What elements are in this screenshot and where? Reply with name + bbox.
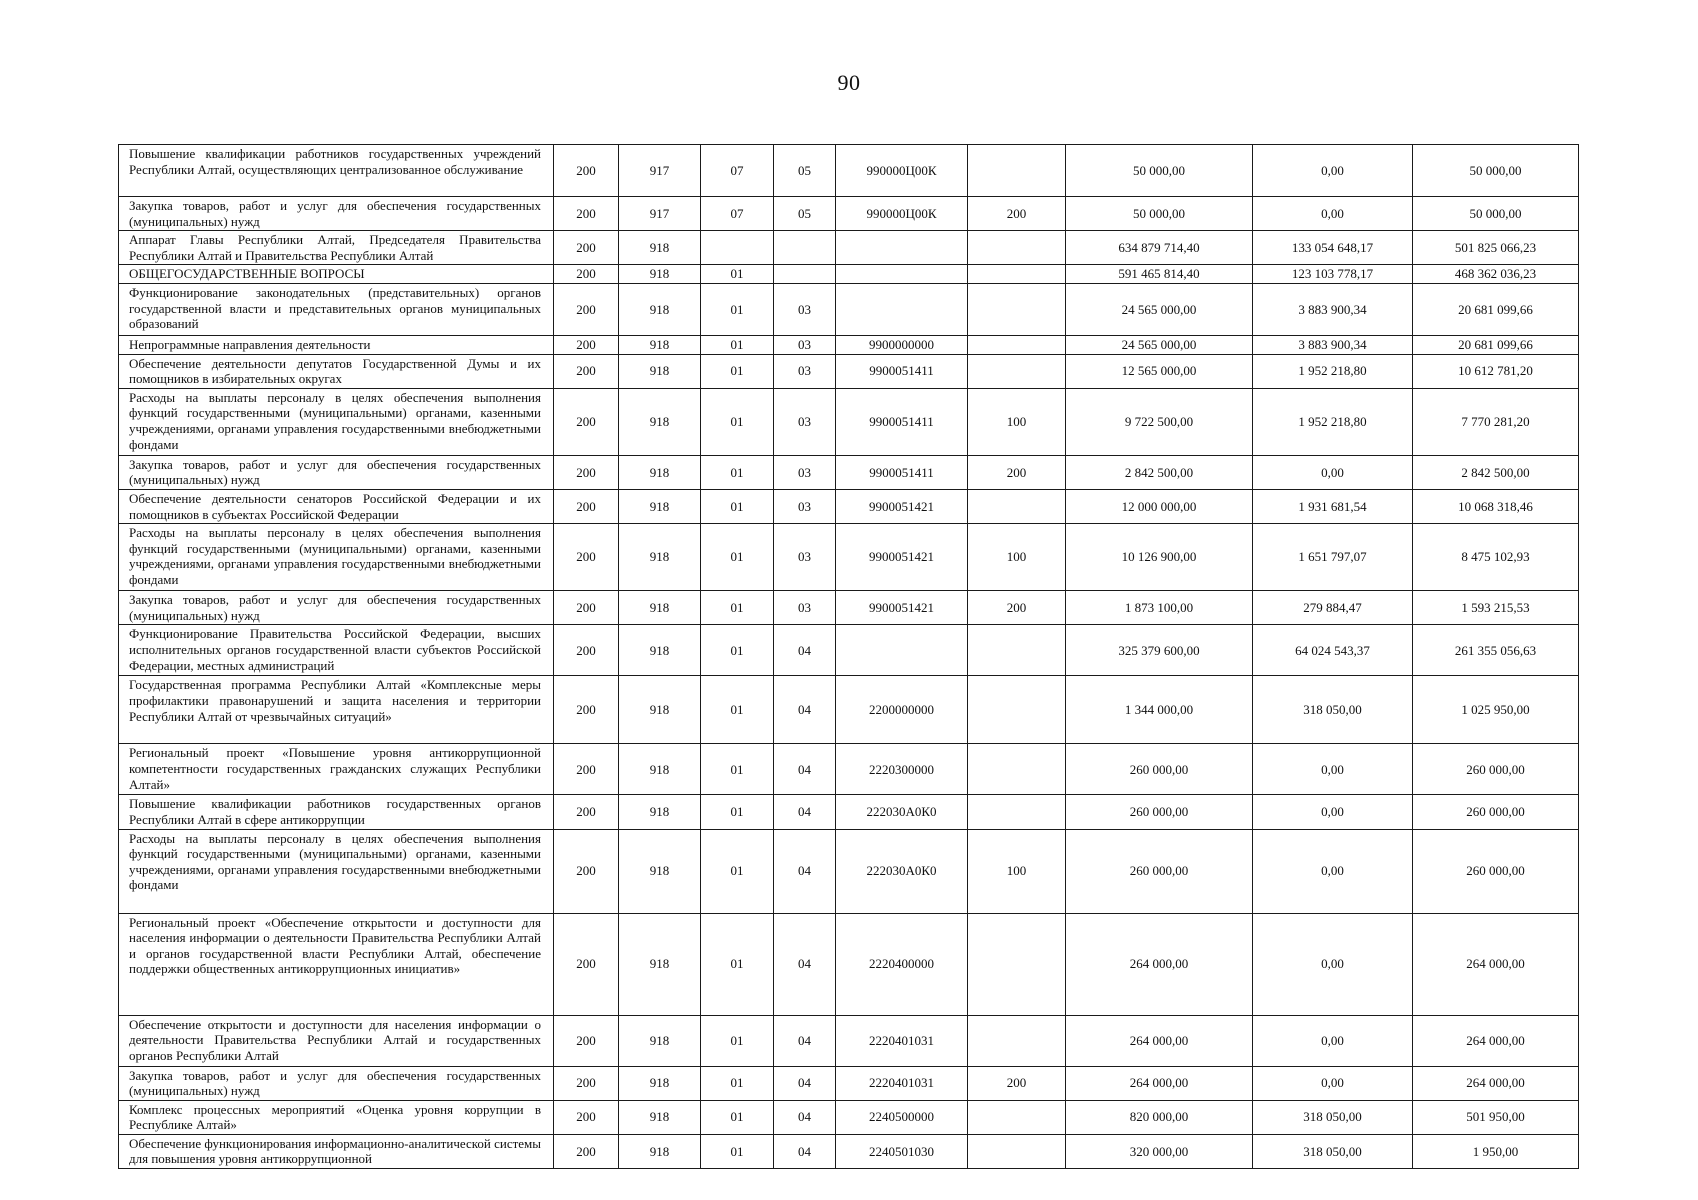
planned-amount-cell: 634 879 714,40 (1066, 231, 1253, 265)
csr-code-cell: 2220401031 (836, 1066, 968, 1100)
vr-code-cell (968, 913, 1066, 1015)
vr-code-cell: 200 (968, 197, 1066, 231)
csr-code-cell: 2240500000 (836, 1100, 968, 1134)
planned-amount-cell: 1 344 000,00 (1066, 676, 1253, 744)
planned-amount-cell: 260 000,00 (1066, 744, 1253, 795)
executed-amount-cell: 0,00 (1253, 829, 1413, 913)
csr-code-cell: 9900051421 (836, 524, 968, 591)
pr-code-cell: 04 (774, 1134, 836, 1168)
vr-code-cell: 200 (968, 455, 1066, 489)
ved-code-cell: 917 (619, 197, 701, 231)
remaining-amount-cell: 1 950,00 (1413, 1134, 1579, 1168)
rz-code-cell: 01 (701, 591, 774, 625)
expense-name-cell: Функционирование Правительства Российской Федерации, высших исполнительных органов государственной власти субъектов Российской Федерации, местных администраций (119, 625, 554, 676)
expense-name-cell: Региональный проект «Обеспечение открытости и доступности для населения информации о деятельности Правительства Республики Алтай и органов государственной власти Республики Алтай, обеспечение поддержки общественных антикоррупционных инициатив» (119, 913, 554, 1015)
executed-amount-cell: 1 651 797,07 (1253, 524, 1413, 591)
rz-code-cell: 01 (701, 913, 774, 1015)
gr-code-cell: 200 (554, 829, 619, 913)
gr-code-cell: 200 (554, 744, 619, 795)
expense-name-cell: ОБЩЕГОСУДАРСТВЕННЫЕ ВОПРОСЫ (119, 265, 554, 284)
pr-code-cell: 03 (774, 455, 836, 489)
remaining-amount-cell: 264 000,00 (1413, 1015, 1579, 1066)
expense-name-cell: Расходы на выплаты персоналу в целях обеспечения выполнения функций государственными (муниципальными) органами, казенными учреждениями, органами управления государственными внебюджетными фондами (119, 388, 554, 455)
gr-code-cell: 200 (554, 489, 619, 523)
gr-code-cell: 200 (554, 354, 619, 388)
executed-amount-cell: 0,00 (1253, 455, 1413, 489)
ved-code-cell: 918 (619, 265, 701, 284)
planned-amount-cell: 591 465 814,40 (1066, 265, 1253, 284)
remaining-amount-cell: 264 000,00 (1413, 1066, 1579, 1100)
remaining-amount-cell: 264 000,00 (1413, 913, 1579, 1015)
vr-code-cell (968, 625, 1066, 676)
gr-code-cell: 200 (554, 591, 619, 625)
executed-amount-cell: 3 883 900,34 (1253, 283, 1413, 335)
remaining-amount-cell: 260 000,00 (1413, 795, 1579, 829)
executed-amount-cell: 0,00 (1253, 197, 1413, 231)
planned-amount-cell: 9 722 500,00 (1066, 388, 1253, 455)
expense-name-cell: Государственная программа Республики Алтай «Комплексные меры профилактики правонарушений и защита населения и территории Республики Алтай от чрезвычайных ситуаций» (119, 676, 554, 744)
expense-name-cell: Обеспечение деятельности сенаторов Российской Федерации и их помощников в субъектах Российской Федерации (119, 489, 554, 523)
pr-code-cell: 03 (774, 388, 836, 455)
remaining-amount-cell: 1 593 215,53 (1413, 591, 1579, 625)
ved-code-cell: 918 (619, 335, 701, 354)
vr-code-cell (968, 1134, 1066, 1168)
ved-code-cell: 918 (619, 744, 701, 795)
vr-code-cell: 100 (968, 388, 1066, 455)
ved-code-cell: 918 (619, 489, 701, 523)
table-row (119, 197, 1579, 231)
csr-code-cell: 9900051411 (836, 354, 968, 388)
ved-code-cell: 917 (619, 145, 701, 197)
planned-amount-cell: 24 565 000,00 (1066, 335, 1253, 354)
vr-code-cell (968, 1100, 1066, 1134)
pr-code-cell: 04 (774, 829, 836, 913)
rz-code-cell: 01 (701, 795, 774, 829)
rz-code-cell: 01 (701, 388, 774, 455)
gr-code-cell: 200 (554, 1015, 619, 1066)
ved-code-cell: 918 (619, 455, 701, 489)
planned-amount-cell: 50 000,00 (1066, 197, 1253, 231)
executed-amount-cell: 0,00 (1253, 795, 1413, 829)
planned-amount-cell: 264 000,00 (1066, 1066, 1253, 1100)
table-row (119, 354, 1579, 388)
executed-amount-cell: 133 054 648,17 (1253, 231, 1413, 265)
planned-amount-cell: 1 873 100,00 (1066, 591, 1253, 625)
pr-code-cell: 04 (774, 1066, 836, 1100)
pr-code-cell: 03 (774, 524, 836, 591)
executed-amount-cell: 3 883 900,34 (1253, 335, 1413, 354)
table-row (119, 1015, 1579, 1066)
gr-code-cell: 200 (554, 335, 619, 354)
vr-code-cell: 100 (968, 829, 1066, 913)
expense-name-cell: Обеспечение функционирования информационно-аналитической системы для повышения уровня антикоррупционной (119, 1134, 554, 1168)
csr-code-cell: 222030А0К0 (836, 795, 968, 829)
vr-code-cell (968, 354, 1066, 388)
table-row (119, 913, 1579, 1015)
expense-name-cell: Закупка товаров, работ и услуг для обеспечения государственных (муниципальных) нужд (119, 197, 554, 231)
rz-code-cell: 01 (701, 625, 774, 676)
vr-code-cell (968, 265, 1066, 284)
expense-name-cell: Закупка товаров, работ и услуг для обеспечения государственных (муниципальных) нужд (119, 455, 554, 489)
remaining-amount-cell: 1 025 950,00 (1413, 676, 1579, 744)
executed-amount-cell: 64 024 543,37 (1253, 625, 1413, 676)
csr-code-cell: 222030А0К0 (836, 829, 968, 913)
csr-code-cell (836, 265, 968, 284)
planned-amount-cell: 264 000,00 (1066, 1015, 1253, 1066)
table-row (119, 795, 1579, 829)
executed-amount-cell: 123 103 778,17 (1253, 265, 1413, 284)
table-row (119, 145, 1579, 197)
planned-amount-cell: 260 000,00 (1066, 795, 1253, 829)
csr-code-cell: 990000Ц00К (836, 145, 968, 197)
ved-code-cell: 918 (619, 283, 701, 335)
gr-code-cell: 200 (554, 676, 619, 744)
expense-name-cell: Обеспечение деятельности депутатов Государственной Думы и их помощников в избирательных округах (119, 354, 554, 388)
expense-name-cell: Расходы на выплаты персоналу в целях обеспечения выполнения функций государственными (муниципальными) органами, казенными учреждениями, органами управления государственными внебюджетными фондами (119, 524, 554, 591)
table-row (119, 265, 1579, 284)
rz-code-cell: 01 (701, 265, 774, 284)
vr-code-cell (968, 676, 1066, 744)
vr-code-cell (968, 231, 1066, 265)
ved-code-cell: 918 (619, 1134, 701, 1168)
executed-amount-cell: 0,00 (1253, 913, 1413, 1015)
table-row (119, 591, 1579, 625)
table-row (119, 1134, 1579, 1168)
rz-code-cell: 01 (701, 354, 774, 388)
gr-code-cell: 200 (554, 1066, 619, 1100)
csr-code-cell: 2220400000 (836, 913, 968, 1015)
remaining-amount-cell: 20 681 099,66 (1413, 283, 1579, 335)
remaining-amount-cell: 501 825 066,23 (1413, 231, 1579, 265)
vr-code-cell (968, 744, 1066, 795)
remaining-amount-cell: 2 842 500,00 (1413, 455, 1579, 489)
planned-amount-cell: 10 126 900,00 (1066, 524, 1253, 591)
vr-code-cell (968, 489, 1066, 523)
gr-code-cell: 200 (554, 197, 619, 231)
expense-name-cell: Региональный проект «Повышение уровня антикоррупционной компетентности государственных гражданских служащих Республики Алтай» (119, 744, 554, 795)
csr-code-cell: 2240501030 (836, 1134, 968, 1168)
csr-code-cell: 9900051421 (836, 591, 968, 625)
table-row (119, 524, 1579, 591)
vr-code-cell: 100 (968, 524, 1066, 591)
executed-amount-cell: 1 952 218,80 (1253, 388, 1413, 455)
remaining-amount-cell: 468 362 036,23 (1413, 265, 1579, 284)
rz-code-cell: 01 (701, 744, 774, 795)
gr-code-cell: 200 (554, 1134, 619, 1168)
gr-code-cell: 200 (554, 283, 619, 335)
csr-code-cell: 2220300000 (836, 744, 968, 795)
pr-code-cell: 04 (774, 1100, 836, 1134)
executed-amount-cell: 318 050,00 (1253, 1100, 1413, 1134)
rz-code-cell: 01 (701, 335, 774, 354)
pr-code-cell: 03 (774, 489, 836, 523)
vr-code-cell: 200 (968, 1066, 1066, 1100)
planned-amount-cell: 24 565 000,00 (1066, 283, 1253, 335)
planned-amount-cell: 2 842 500,00 (1066, 455, 1253, 489)
table-row (119, 676, 1579, 744)
expense-name-cell: Непрограммные направления деятельности (119, 335, 554, 354)
expense-name-cell: Повышение квалификации работников государственных учреждений Республики Алтай, осуществляющих централизованное обслуживание (119, 145, 554, 197)
table-row (119, 744, 1579, 795)
table-row (119, 1100, 1579, 1134)
executed-amount-cell: 0,00 (1253, 1066, 1413, 1100)
vr-code-cell (968, 1015, 1066, 1066)
planned-amount-cell: 12 000 000,00 (1066, 489, 1253, 523)
csr-code-cell (836, 283, 968, 335)
planned-amount-cell: 264 000,00 (1066, 913, 1253, 1015)
remaining-amount-cell: 10 612 781,20 (1413, 354, 1579, 388)
remaining-amount-cell: 50 000,00 (1413, 145, 1579, 197)
executed-amount-cell: 0,00 (1253, 744, 1413, 795)
planned-amount-cell: 50 000,00 (1066, 145, 1253, 197)
gr-code-cell: 200 (554, 455, 619, 489)
executed-amount-cell: 0,00 (1253, 145, 1413, 197)
expense-name-cell: Аппарат Главы Республики Алтай, Председателя Правительства Республики Алтай и Правительства Республики Алтай (119, 231, 554, 265)
rz-code-cell: 01 (701, 829, 774, 913)
remaining-amount-cell: 7 770 281,20 (1413, 388, 1579, 455)
budget-table (118, 144, 1579, 1169)
executed-amount-cell: 0,00 (1253, 1015, 1413, 1066)
ved-code-cell: 918 (619, 354, 701, 388)
pr-code-cell: 04 (774, 744, 836, 795)
pr-code-cell (774, 231, 836, 265)
rz-code-cell (701, 231, 774, 265)
expense-name-cell: Расходы на выплаты персоналу в целях обеспечения выполнения функций государственными (муниципальными) органами, казенными учреждениями, органами управления государственными внебюджетными фондами (119, 829, 554, 913)
ved-code-cell: 918 (619, 913, 701, 1015)
executed-amount-cell: 318 050,00 (1253, 1134, 1413, 1168)
table-row (119, 388, 1579, 455)
ved-code-cell: 918 (619, 1066, 701, 1100)
table-row (119, 455, 1579, 489)
ved-code-cell: 918 (619, 1015, 701, 1066)
pr-code-cell: 04 (774, 676, 836, 744)
remaining-amount-cell: 10 068 318,46 (1413, 489, 1579, 523)
pr-code-cell: 03 (774, 283, 836, 335)
table-row (119, 489, 1579, 523)
gr-code-cell: 200 (554, 145, 619, 197)
table-row (119, 335, 1579, 354)
pr-code-cell: 04 (774, 795, 836, 829)
csr-code-cell: 2200000000 (836, 676, 968, 744)
rz-code-cell: 07 (701, 145, 774, 197)
gr-code-cell: 200 (554, 1100, 619, 1134)
remaining-amount-cell: 50 000,00 (1413, 197, 1579, 231)
vr-code-cell (968, 335, 1066, 354)
pr-code-cell: 05 (774, 145, 836, 197)
ved-code-cell: 918 (619, 1100, 701, 1134)
ved-code-cell: 918 (619, 625, 701, 676)
pr-code-cell: 04 (774, 913, 836, 1015)
page-number: 90 (837, 70, 861, 95)
pr-code-cell: 04 (774, 1015, 836, 1066)
remaining-amount-cell: 260 000,00 (1413, 829, 1579, 913)
table-row (119, 283, 1579, 335)
csr-code-cell: 2220401031 (836, 1015, 968, 1066)
gr-code-cell: 200 (554, 795, 619, 829)
vr-code-cell (968, 795, 1066, 829)
csr-code-cell: 9900000000 (836, 335, 968, 354)
executed-amount-cell: 1 952 218,80 (1253, 354, 1413, 388)
rz-code-cell: 01 (701, 489, 774, 523)
remaining-amount-cell: 20 681 099,66 (1413, 335, 1579, 354)
table-row (119, 1066, 1579, 1100)
remaining-amount-cell: 261 355 056,63 (1413, 625, 1579, 676)
pr-code-cell: 03 (774, 591, 836, 625)
planned-amount-cell: 260 000,00 (1066, 829, 1253, 913)
rz-code-cell: 01 (701, 524, 774, 591)
gr-code-cell: 200 (554, 524, 619, 591)
rz-code-cell: 01 (701, 676, 774, 744)
remaining-amount-cell: 260 000,00 (1413, 744, 1579, 795)
ved-code-cell: 918 (619, 231, 701, 265)
expense-name-cell: Функционирование законодательных (представительных) органов государственной власти и представительных органов муниципальных образований (119, 283, 554, 335)
ved-code-cell: 918 (619, 795, 701, 829)
rz-code-cell: 01 (701, 1015, 774, 1066)
expense-name-cell: Закупка товаров, работ и услуг для обеспечения государственных (муниципальных) нужд (119, 591, 554, 625)
vr-code-cell (968, 283, 1066, 335)
csr-code-cell: 9900051411 (836, 388, 968, 455)
ved-code-cell: 918 (619, 591, 701, 625)
expense-name-cell: Закупка товаров, работ и услуг для обеспечения государственных (муниципальных) нужд (119, 1066, 554, 1100)
pr-code-cell (774, 265, 836, 284)
csr-code-cell: 990000Ц00К (836, 197, 968, 231)
rz-code-cell: 01 (701, 1100, 774, 1134)
planned-amount-cell: 320 000,00 (1066, 1134, 1253, 1168)
pr-code-cell: 03 (774, 335, 836, 354)
pr-code-cell: 05 (774, 197, 836, 231)
gr-code-cell: 200 (554, 625, 619, 676)
csr-code-cell: 9900051421 (836, 489, 968, 523)
vr-code-cell: 200 (968, 591, 1066, 625)
ved-code-cell: 918 (619, 829, 701, 913)
pr-code-cell: 03 (774, 354, 836, 388)
rz-code-cell: 01 (701, 283, 774, 335)
rz-code-cell: 07 (701, 197, 774, 231)
table-row (119, 625, 1579, 676)
gr-code-cell: 200 (554, 265, 619, 284)
gr-code-cell: 200 (554, 231, 619, 265)
pr-code-cell: 04 (774, 625, 836, 676)
gr-code-cell: 200 (554, 388, 619, 455)
executed-amount-cell: 318 050,00 (1253, 676, 1413, 744)
expense-name-cell: Повышение квалификации работников государственных органов Республики Алтай в сфере антикоррупции (119, 795, 554, 829)
executed-amount-cell: 279 884,47 (1253, 591, 1413, 625)
rz-code-cell: 01 (701, 1066, 774, 1100)
remaining-amount-cell: 8 475 102,93 (1413, 524, 1579, 591)
expense-name-cell: Обеспечение открытости и доступности для населения информации о деятельности Правительства Республики Алтай и государственных органов Республики Алтай (119, 1015, 554, 1066)
vr-code-cell (968, 145, 1066, 197)
rz-code-cell: 01 (701, 455, 774, 489)
table-row (119, 829, 1579, 913)
executed-amount-cell: 1 931 681,54 (1253, 489, 1413, 523)
planned-amount-cell: 325 379 600,00 (1066, 625, 1253, 676)
expense-name-cell: Комплекс процессных мероприятий «Оценка уровня коррупции в Республике Алтай» (119, 1100, 554, 1134)
planned-amount-cell: 820 000,00 (1066, 1100, 1253, 1134)
ved-code-cell: 918 (619, 676, 701, 744)
gr-code-cell: 200 (554, 913, 619, 1015)
remaining-amount-cell: 501 950,00 (1413, 1100, 1579, 1134)
ved-code-cell: 918 (619, 388, 701, 455)
ved-code-cell: 918 (619, 524, 701, 591)
table-row (119, 231, 1579, 265)
csr-code-cell: 9900051411 (836, 455, 968, 489)
rz-code-cell: 01 (701, 1134, 774, 1168)
csr-code-cell (836, 231, 968, 265)
csr-code-cell (836, 625, 968, 676)
planned-amount-cell: 12 565 000,00 (1066, 354, 1253, 388)
